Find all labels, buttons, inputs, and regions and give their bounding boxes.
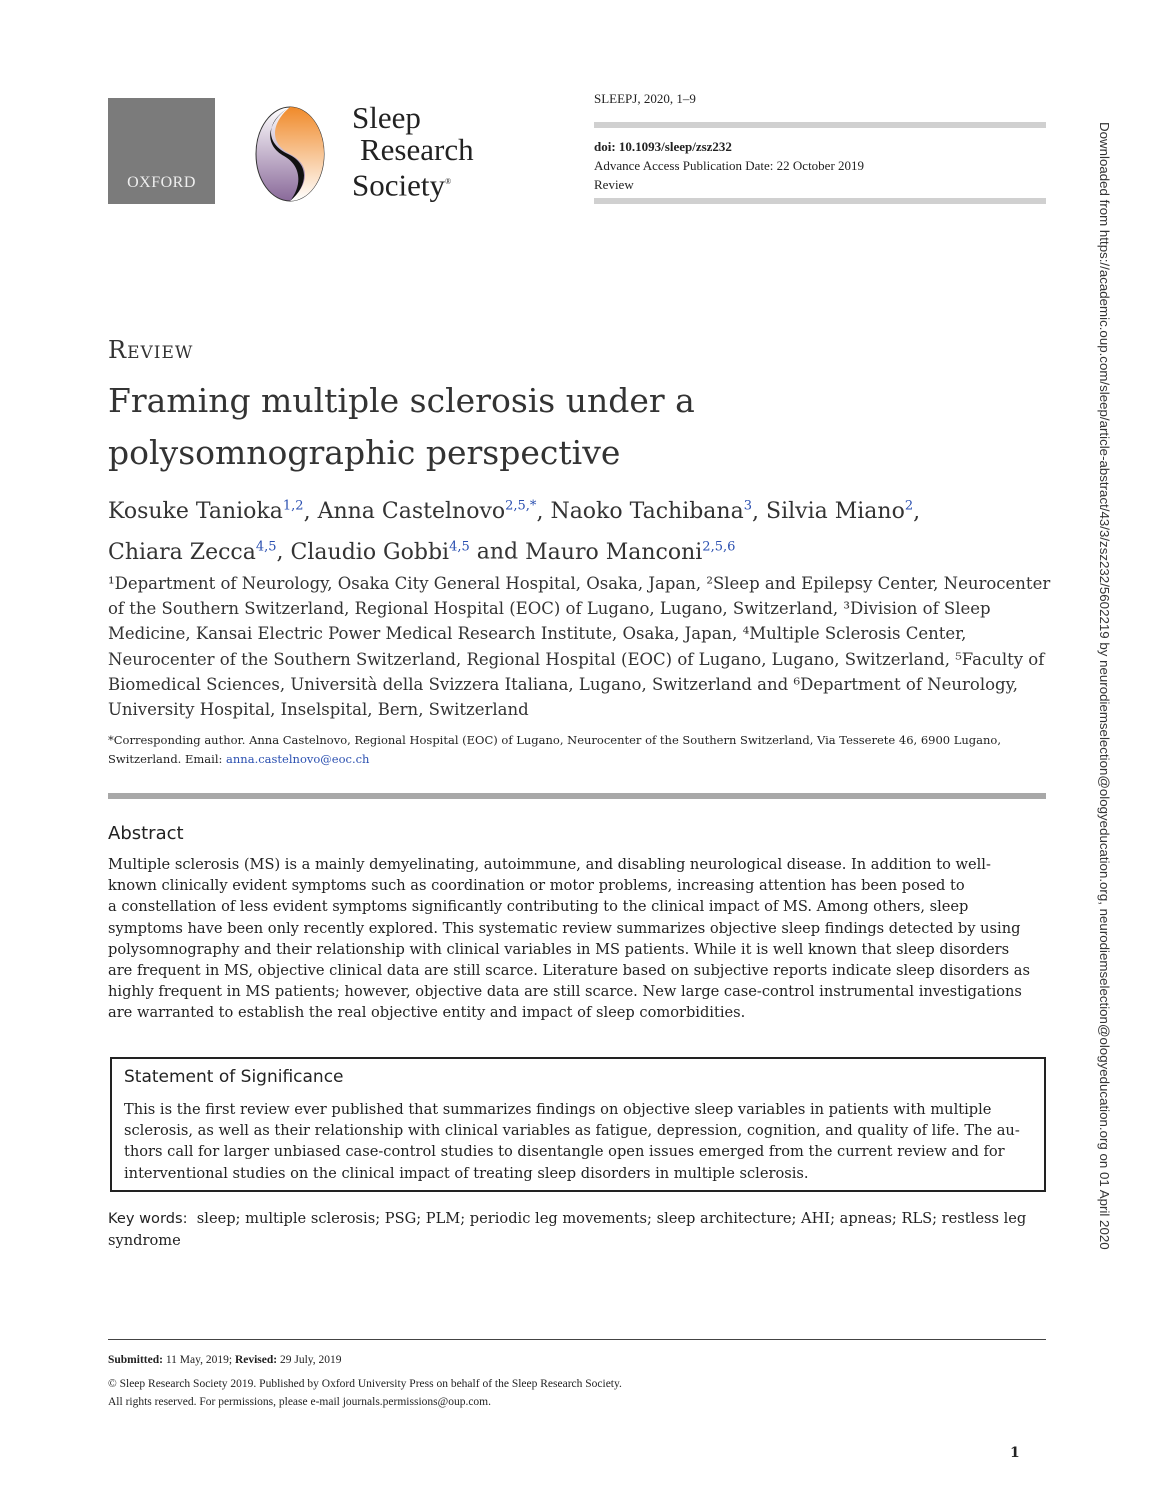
author-list: Kosuke Tanioka$^{1,2}$, Anna Castelnovo$^{2,5,*}$, Naoko Tachibana$^3$, Silvia Miano$^2$, Chiara Zecca$^{4,5}$, Claudio Gobbi$^{4,5}$ and Mauro Manconi$^{2,5,6}$ (108, 499, 921, 565)
author[interactable]: Chiara Zecca$^{4,5}$ (108, 539, 277, 565)
header-divider (594, 198, 1046, 204)
oxford-logo-text: OXFORD (127, 174, 196, 191)
significance-heading: Statement of Significance (124, 1067, 344, 1087)
sleep-research-society-logo (240, 104, 340, 204)
publication-date: Advance Access Publication Date: 22 October 2019 (594, 158, 865, 173)
section-divider (108, 793, 1046, 799)
keywords-label: Key words: (108, 1210, 188, 1227)
significance-text: This is the first review ever published that summarizes findings on objective sleep variables in patients with multiple sclerosis, as well as their relationship with clinical variables as fatigue, depression, cognition, and quality of life. The au- thors call for larger unbiased case-control studies to disentangle open issues emerged from the current review and for interventional studies on the clinical impact of treating sleep disorders in multiple sclerosis. (124, 1101, 1020, 1182)
author[interactable]: Mauro Manconi$^{2,5,6}$ (525, 539, 736, 565)
statement-of-significance-box (110, 1057, 1046, 1192)
article-kind: Review (108, 336, 194, 364)
rights-notice: All rights reserved. For permissions, please e-mail journals.permissions@oup.com. (108, 1396, 491, 1408)
society-name: Sleep Research Society® (352, 100, 474, 203)
corresponding-author: *Corresponding author. Anna Castelnovo, Regional Hospital (EOC) of Lugano, Neurocenter of the Southern Switzerland, Via Tesserete 46, 6900 Lugano, Switzerland. Email: anna.castelnovo@eoc.ch (108, 733, 1001, 766)
download-notice: Downloaded from https://academic.oup.com/sleep/article-abstract/43/3/zsz232/5602219 by neurodiemselection@ologyeducation.org, neurodiemselection@ologyeducation.org on 01 April 2020 (1097, 122, 1112, 1250)
author[interactable]: Silvia Miano$^2$ (766, 499, 914, 525)
author[interactable]: Naoko Tachibana$^3$ (550, 499, 752, 525)
abstract-heading: Abstract (108, 823, 184, 844)
author[interactable]: Kosuke Tanioka$^{1,2}$ (108, 499, 304, 525)
copyright: © Sleep Research Society 2019. Published by Oxford University Press on behalf of the Sleep Research Society. (108, 1378, 622, 1390)
email-link[interactable]: anna.castelnovo@eoc.ch (226, 752, 370, 766)
article-title: Framing multiple sclerosis under a polysomnographic perspective (108, 381, 695, 472)
oxford-logo (108, 98, 215, 204)
article-type: Review (594, 177, 634, 192)
author[interactable]: Anna Castelnovo$^{2,5,*}$ (317, 499, 537, 525)
abstract-text: Multiple sclerosis (MS) is a mainly demyelinating, autoimmune, and disabling neurological disease. In addition to well- known clinically evident symptoms such as coordination or motor problems, increasing attention has been posed to a constellation of less evident symptoms significantly contributing to the clinical impact of MS. Among others, sleep symptoms have been only recently explored. This systematic review summarizes objective sleep findings detected by using polysomnography and their relationship with clinical variables in MS patients. While it is well known that sleep disorders are frequent in MS, objective clinical data are still scarce. Literature based on subjective reports indicate sleep disorders as highly frequent in MS patients; however, objective data are still scarce. New large case-control instrumental investigations are warranted to establish the real objective entity and impact of sleep comorbidities. (108, 856, 1030, 1022)
page-number: 1 (1010, 1445, 1020, 1461)
journal-citation: SLEEPJ, 2020, 1–9 (594, 91, 696, 106)
author[interactable]: Claudio Gobbi$^{4,5}$ (290, 539, 470, 565)
submission-dates: Submitted: 11 May, 2019; Revised: 29 July, 2019 (108, 1354, 342, 1366)
affiliations: ¹Department of Neurology, Osaka City General Hospital, Osaka, Japan, ²Sleep and Epilepsy Center, Neurocenter of the Southern Switzerland, Regional Hospital (EOC) of Lugano, Lugano, Switzerland, ³Division of Sleep Medicine, Kansai Electric Power Medical Research Institute, Osaka, Japan, ⁴Multiple Sclerosis Center, Neurocenter of the Southern Switzerland, Regional Hospital (EOC) of Lugano, Lugano, Switzerland, ⁵Faculty of Biomedical Sciences, Università della Svizzera Italiana, Lugano, Switzerland and ⁶Department of Neurology, University Hospital, Inselspital, Bern, Switzerland (108, 574, 1051, 720)
doi[interactable]: doi: 10.1093/sleep/zsz232 (594, 139, 732, 154)
footer-divider (108, 1339, 1046, 1340)
article-meta (594, 137, 864, 194)
keywords (108, 1208, 1038, 1252)
header-divider (594, 122, 1046, 128)
keywords-text: sleep; multiple sclerosis; PSG; PLM; periodic leg movements; sleep architecture; AHI; apneas; RLS; restless leg syndrome (108, 1210, 1027, 1249)
